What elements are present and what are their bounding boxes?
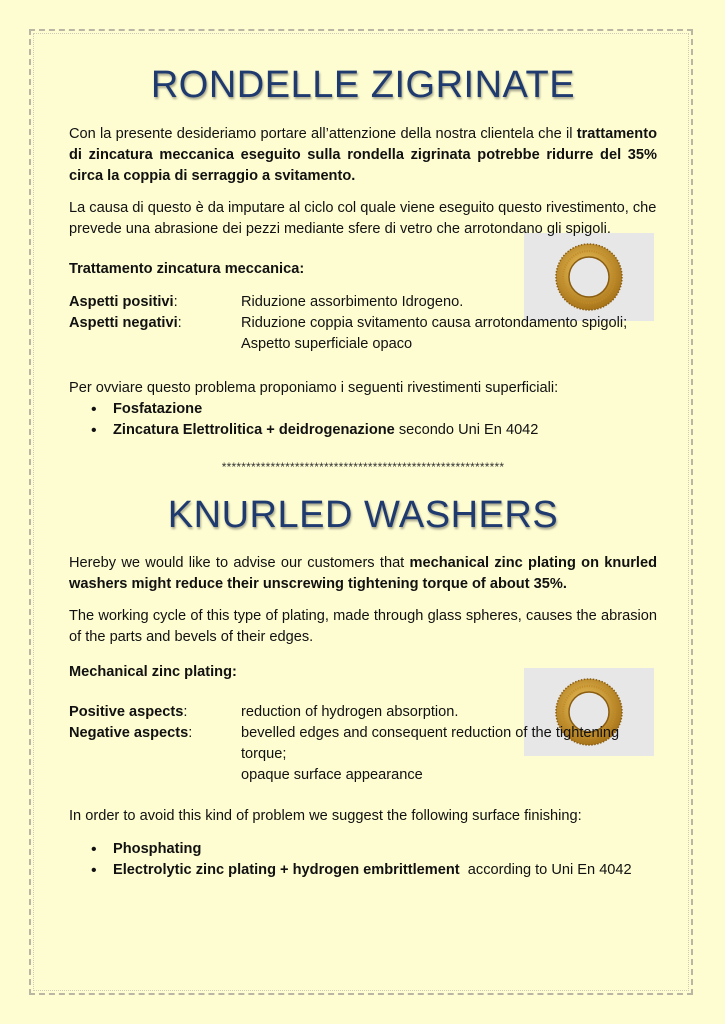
list-item: • Electrolytic zinc plating + hydrogen embrittlement according to Uni En 4042: [113, 860, 657, 881]
list-item: • Fosfatazione: [113, 399, 657, 420]
list-item: • Zincatura Elettrolitica + deidrogenazione secondo Uni En 4042: [113, 420, 657, 441]
list-italian: [69, 399, 657, 441]
document-body: [69, 60, 657, 881]
intro-italian: [69, 124, 657, 187]
cause-italian: [69, 198, 657, 240]
separator: **********************************************************: [221, 460, 505, 474]
negative-value-english: bevelled edges and consequent reduction of the tightening torque; opaque surface appearance: [241, 725, 620, 783]
intro-english-bold: mechanical zinc plating on knurled washers might reduce their unscrewing tightening torque of about 35%.: [69, 555, 657, 592]
proposal-italian: Per ovviare questo problema proponiamo i seguenti rivestimenti superficiali:: [69, 380, 559, 396]
negative-label-italian: Aspetti negativi:: [69, 315, 182, 331]
title-english: KNURLED WASHERS: [167, 494, 559, 536]
negative-label-english: Negative aspects:: [69, 725, 193, 741]
intro-italian-bold: trattamento di zincatura meccanica eseguito sulla rondella zigrinata potrebbe ridurre del 35% circa la coppia di serraggio a svitamento.: [69, 126, 657, 184]
intro-italian-plain: Con la presente desideriamo portare all’attenzione della nostra clientela che il: [69, 126, 577, 142]
treatment-heading-italian: [69, 259, 657, 280]
cause-english: The working cycle of this type of plating, made through glass spheres, causes the abrasion of the parts and bevels of their edges.: [69, 608, 657, 645]
cause-italian-text: La causa di questo è da imputare al ciclo col quale viene eseguito questo rivestimento, che prevede una abrasione dei pezzi mediante sfere di vetro che arrotondano gli spigoli.: [69, 200, 657, 237]
positive-value-italian: Riduzione assorbimento Idrogeno.: [241, 294, 464, 310]
treatment-heading-english: [69, 662, 657, 683]
treatment-heading-english-text: Mechanical zinc plating:: [69, 664, 237, 680]
proposal-english: In order to avoid this kind of problem we suggest the following surface finishing:: [69, 808, 582, 824]
list-item: • Phosphating: [113, 839, 657, 860]
treatment-heading-italian-text: Trattamento zincatura meccanica:: [69, 261, 305, 277]
negative-value-italian: Riduzione coppia svitamento causa arrotondamento spigoli; Aspetto superficiale opaco: [241, 315, 628, 352]
title-italian: RONDELLE ZIGRINATE: [150, 64, 576, 106]
positive-value-english: reduction of hydrogen absorption.: [241, 704, 459, 720]
positive-label-italian: Aspetti positivi:: [69, 294, 178, 310]
list-english: [69, 839, 657, 881]
intro-english: [69, 553, 657, 595]
intro-english-plain: Hereby we would like to advise our customers that: [69, 555, 410, 571]
positive-label-english: Positive aspects:: [69, 704, 188, 720]
aspects-italian: [69, 292, 657, 355]
aspects-english: [69, 702, 657, 786]
